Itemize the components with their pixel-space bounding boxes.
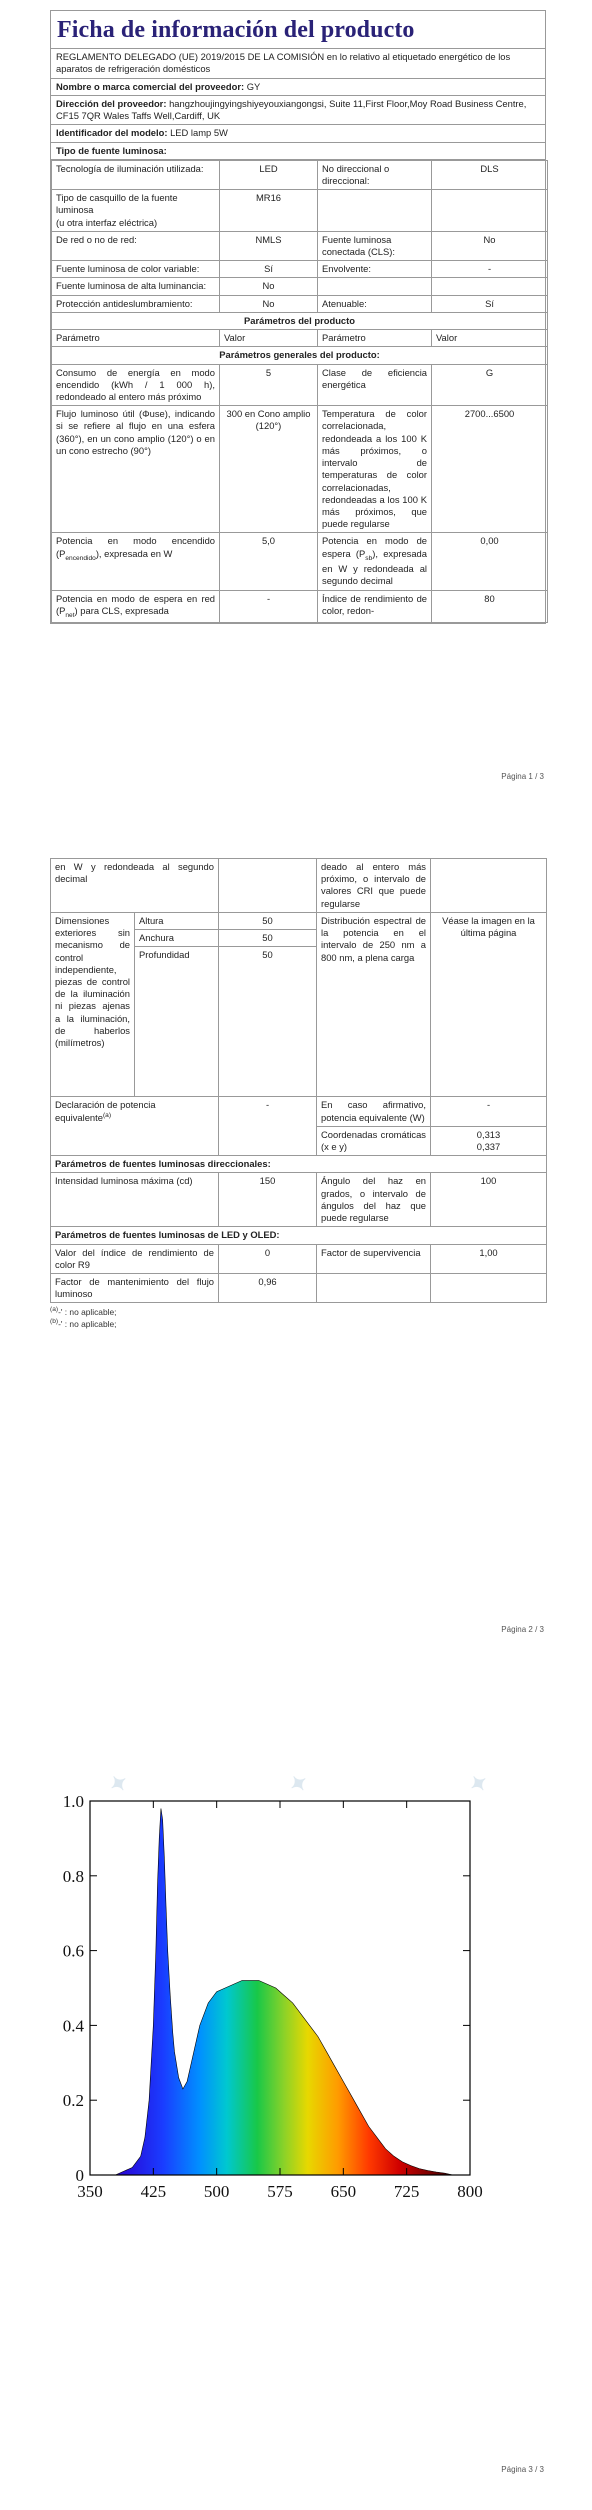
y-tick-label: 0.2 xyxy=(62,2091,84,2111)
col-param-1: Parámetro xyxy=(52,330,220,347)
equiv-value: - xyxy=(219,1097,317,1156)
glare-value: No xyxy=(220,295,318,312)
height-value: 50 xyxy=(219,912,317,929)
mains-value: NMLS xyxy=(220,231,318,260)
pnet-label-part2: en W y redondeada al segundo decimal xyxy=(51,859,219,913)
watermark-icon: ✦ xyxy=(284,1768,314,1800)
equiv-label: Declaración de potencia equivalente$^{(a)}$ xyxy=(51,1097,219,1156)
product-sheet-header xyxy=(50,10,546,624)
x-tick-label: 575 xyxy=(267,2182,293,2201)
cls-value: No xyxy=(432,231,548,260)
source-type-heading: Tipo de fuente luminosa: xyxy=(51,143,545,160)
surv-value: 1,00 xyxy=(431,1244,547,1273)
r9-value: 0 xyxy=(219,1244,317,1273)
width-value: 50 xyxy=(219,930,317,947)
equiv-yes-label: En caso afirmativo, potencia equivalente (W) xyxy=(317,1097,431,1126)
cap-label: Tipo de casquillo de la fuente luminosa (u otra interfaz eléctrica) xyxy=(52,190,220,232)
energy-label: Consumo de energía en modo encendido (kWh / 1 000 h), redondeado al entero más próximo xyxy=(52,364,220,406)
watermark-icon: ✦ xyxy=(464,1768,494,1800)
page-number-1: Página 1 / 3 xyxy=(501,772,544,781)
coord-value: 0,313 0,337 xyxy=(431,1126,547,1155)
cct-value: 2700...6500 xyxy=(432,406,548,533)
eclass-value: G xyxy=(432,364,548,406)
coord-label: Coordenadas cromáticas (x e y) xyxy=(317,1126,431,1155)
x-tick-label: 725 xyxy=(393,2182,420,2201)
y-tick-label: 1.0 xyxy=(62,1792,84,1811)
tech-value: LED xyxy=(220,160,318,189)
psb-label: Potencia en modo de espera $(P_{sb})$, expresada en W y redondeada al segundo decimal xyxy=(318,533,432,590)
envelope-label: Envolvente: xyxy=(318,261,432,278)
footnote-b: $^{(b)}$-' : no aplicable; xyxy=(50,1318,117,1329)
brand-row: Nombre o marca comercial del proveedor: GY xyxy=(51,79,545,96)
pnet-value: - xyxy=(220,590,318,623)
cls-label: Fuente luminosa conectada (CLS): xyxy=(318,231,432,260)
address-row: Dirección del proveedor: hangzhoujingyingshiyeyouxiangongsi, Suite 11,First Floor,Moy Road Business Centre, CF15 7QR Wales Taffs Well,Cardiff, UK xyxy=(51,96,545,125)
watermark-icon: ✦ xyxy=(104,1768,134,1800)
r9-label: Valor del índice de rendimiento de color R9 xyxy=(51,1244,219,1273)
surv-label: Factor de supervivencia xyxy=(317,1244,431,1273)
color-value: Sí xyxy=(220,261,318,278)
maint-label: Factor de mantenimiento del flujo luminoso xyxy=(51,1273,219,1302)
color-label: Fuente luminosa de color variable: xyxy=(52,261,220,278)
mains-label: De red o no de red: xyxy=(52,231,220,260)
col-value-2: Valor xyxy=(432,330,548,347)
col-param-2: Parámetro xyxy=(318,330,432,347)
cri-label-part1: Índice de rendimiento de color, redon- xyxy=(318,590,432,623)
depth-label: Profundidad xyxy=(135,947,219,1097)
x-tick-label: 425 xyxy=(140,2182,167,2201)
params-table-continued xyxy=(50,858,546,1330)
hl-label: Fuente luminosa de alta luminancia: xyxy=(52,278,220,295)
page-1 xyxy=(0,0,592,790)
spectrum-chart-svg xyxy=(50,1775,546,2255)
cap-value: MR16 xyxy=(220,190,318,232)
y-tick-label: 0 xyxy=(75,2166,84,2185)
height-label: Altura xyxy=(135,912,219,929)
flux-label: Flujo luminoso útil (Φuse), indicando si se refiere al flujo en una esfera (360°), en un cono amplio (120°) o en un cono estrecho (90°) xyxy=(52,406,220,533)
footnote-a: $^{(a)}$-' : no aplicable; xyxy=(50,1306,117,1318)
beam-label: Ángulo del haz en grados, o intervalo de ángulos del haz que puede regularse xyxy=(317,1173,431,1227)
spectrum-area xyxy=(115,1808,453,2175)
page-3 xyxy=(0,1705,592,2510)
depth-value: 50 xyxy=(219,947,317,1097)
regulation-text: REGLAMENTO DELEGADO (UE) 2019/2015 DE LA COMISIÓN en lo relativo al etiquetado energético de los aparatos de refrigeración domésticos xyxy=(51,49,545,78)
x-tick-label: 350 xyxy=(77,2182,103,2201)
envelope-value: - xyxy=(432,261,548,278)
pnet-label-part1: Potencia en modo de espera en red $(P_{net})$ para CLS, expresada xyxy=(52,590,220,623)
equiv-yes-value: - xyxy=(431,1097,547,1126)
cri-label-part2: deado al entero más próximo, o intervalo de valores CRI que puede regularse xyxy=(317,859,431,913)
intensity-label: Intensidad luminosa máxima (cd) xyxy=(51,1173,219,1227)
tech-label: Tecnología de iluminación utilizada: xyxy=(52,160,220,189)
dir-value: DLS xyxy=(432,160,548,189)
dims-label: Dimensiones exteriores sin mecanismo de control independiente, piezas de control de la iluminación ni piezas ajenas a la iluminación, de haberlos (milímetros) xyxy=(51,912,135,1096)
page-number-2: Página 2 / 3 xyxy=(501,1625,544,1634)
x-tick-label: 650 xyxy=(330,2182,357,2201)
dim-label: Atenuable: xyxy=(318,295,432,312)
dim-value: Sí xyxy=(432,295,548,312)
eclass-label: Clase de eficiencia energética xyxy=(318,364,432,406)
spd-label: Distribución espectral de la potencia en el intervalo de 250 nm a 800 nm, a plena carga xyxy=(317,912,431,1096)
y-tick-label: 0.6 xyxy=(62,1941,84,1961)
cri-value: 80 xyxy=(432,590,548,623)
params-section-title: Parámetros del producto xyxy=(52,312,548,329)
dir-params-title: Parámetros de fuentes luminosas direccionales: xyxy=(51,1156,547,1173)
energy-value: 5 xyxy=(220,364,318,406)
flux-value: 300 en Cono amplio (120°) xyxy=(220,406,318,533)
y-tick-label: 0.8 xyxy=(62,1866,84,1886)
cct-label: Temperatura de color correlacionada, redondeada a los 100 K más próximos, o intervalo de temperaturas de color correlacionadas, redondeadas a los 100 K más próximos, que puede regularse xyxy=(318,406,432,533)
led-params-title: Parámetros de fuentes luminosas de LED y OLED: xyxy=(51,1227,547,1244)
spectrum-chart xyxy=(50,1768,546,2255)
maint-value: 0,96 xyxy=(219,1273,317,1302)
hl-value: No xyxy=(220,278,318,295)
pon-value: 5,0 xyxy=(220,533,318,590)
width-label: Anchura xyxy=(135,930,219,947)
y-tick-label: 0.4 xyxy=(62,2016,84,2036)
intensity-value: 150 xyxy=(219,1173,317,1227)
spd-value: Véase la imagen en la última página xyxy=(431,912,547,1096)
psb-value: 0,00 xyxy=(432,533,548,590)
model-row: Identificador del modelo: LED lamp 5W xyxy=(51,125,545,142)
col-value-1: Valor xyxy=(220,330,318,347)
page-title: Ficha de información del producto xyxy=(51,11,545,49)
x-tick-label: 500 xyxy=(203,2182,230,2201)
general-params-title: Parámetros generales del producto: xyxy=(52,347,548,364)
page-number-3: Página 3 / 3 xyxy=(501,2465,544,2474)
x-tick-label: 800 xyxy=(457,2182,483,2201)
page-2 xyxy=(0,850,592,1640)
dir-label: No direccional o direccional: xyxy=(318,160,432,189)
source-type-table xyxy=(51,160,548,623)
pon-label: Potencia en modo encendido $(P_{encendido})$, expresada en W xyxy=(52,533,220,590)
beam-value: 100 xyxy=(431,1173,547,1227)
glare-label: Protección antideslumbramiento: xyxy=(52,295,220,312)
